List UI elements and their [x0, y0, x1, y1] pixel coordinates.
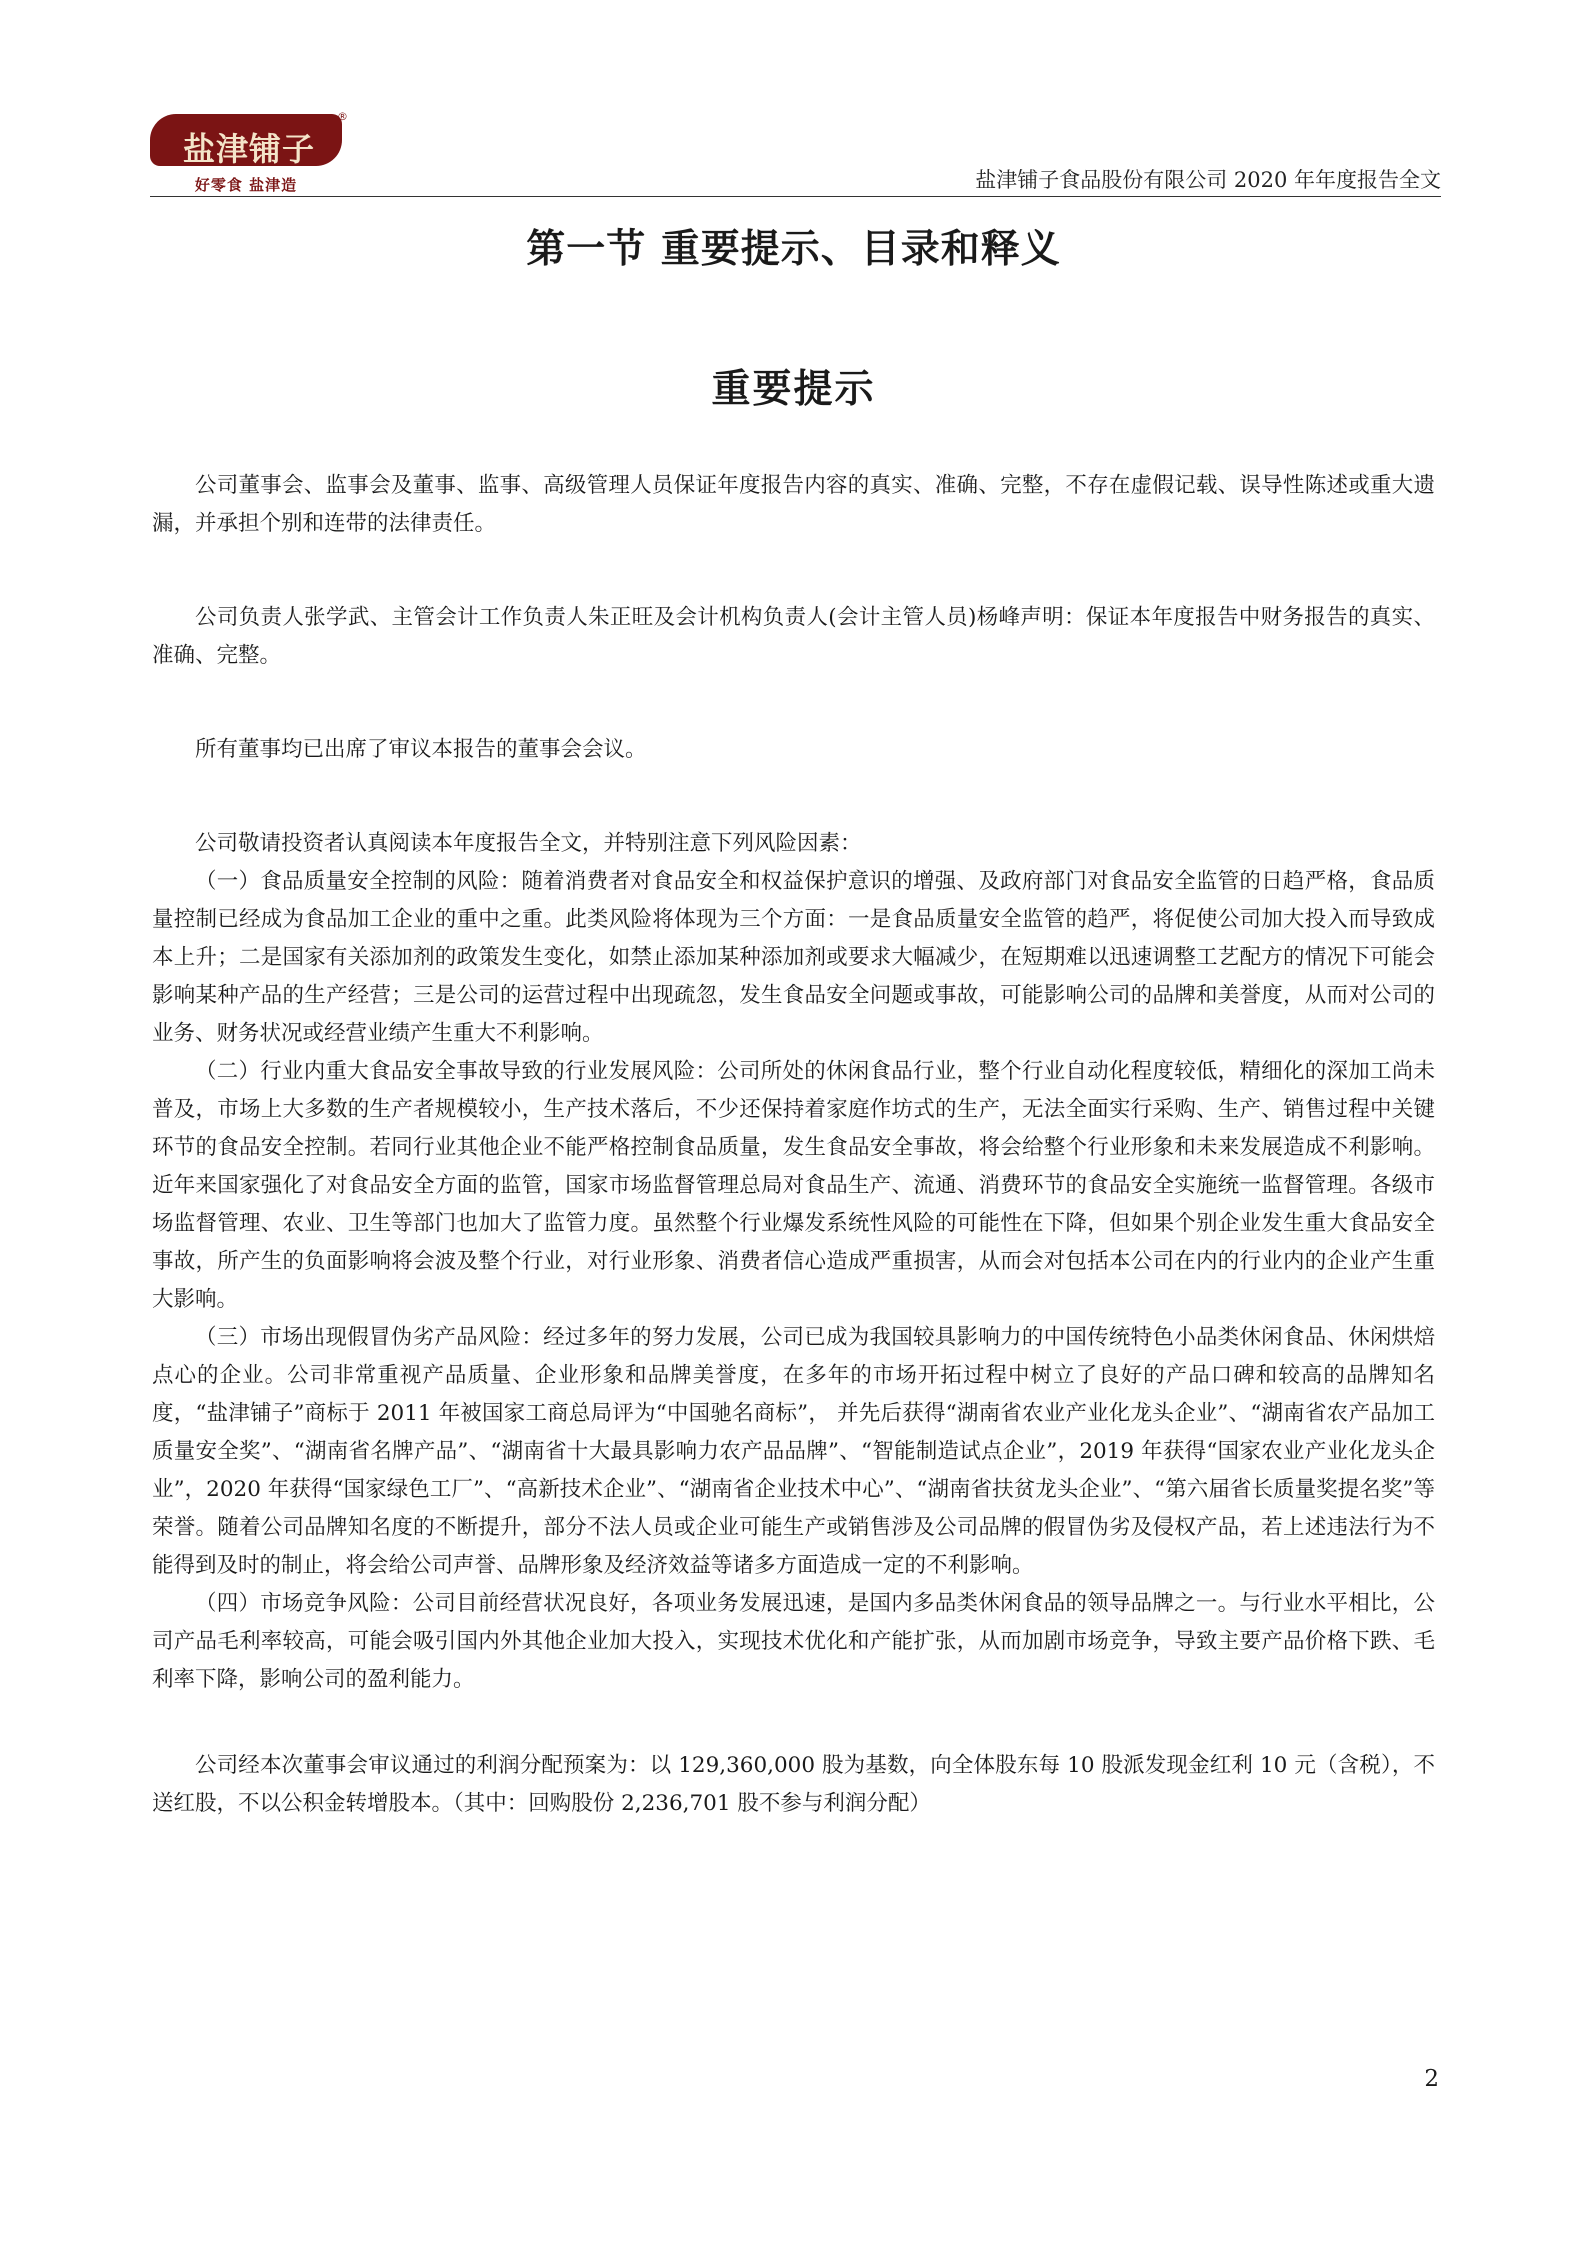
directors-attendance-paragraph: 所有董事均已出席了审议本报告的董事会会议。: [195, 737, 647, 762]
profit-distribution-paragraph: 公司经本次董事会审议通过的利润分配预案为：以 129,360,000 股为基数，向全体股东每 10 股派发现金红利 10 元（含税），不送红股，不以公积金转增股本。（其中：回购股份 2,236,701 股不参与利润分配）: [152, 1753, 1435, 1816]
important-notice-title: 重要提示: [711, 366, 876, 412]
logo-text: 盐津铺子: [182, 130, 315, 168]
risk-item-industry-incident: （二）行业内重大食品安全事故导致的行业发展风险：公司所处的休闲食品行业，整个行业自动化程度较低，精细化的深加工尚未普及，市场上大多数的生产者规模较小，生产技术落后，不少还保持着家庭作坊式的生产，无法全面实行采购、生产、销售过程中关键环节的食品安全控制。若同行业其他企业不能严格控制食品质量，发生食品安全事故，将会给整个行业形象和未来发展造成不利影响。近年来国家强化了对食品安全方面的监管，国家市场监督管理总局对食品生产、流通、消费环节的食品安全实施统一监督管理。各级市场监督管理、农业、卫生等部门也加大了监管力度。虽然整个行业爆发系统性风险的可能性在下降，但如果个别企业发生重大食品安全事故，所产生的负面影响将会波及整个行业，对行业形象、消费者信心造成严重损害，从而会对包括本公司在内的行业内的企业产生重大影响。: [152, 1059, 1435, 1312]
logo-badge: [150, 114, 342, 166]
board-guarantee-paragraph: 公司董事会、监事会及董事、监事、高级管理人员保证年度报告内容的真实、准确、完整，不存在虚假记载、误导性陈述或重大遗漏，并承担个别和连带的法律责任。: [152, 473, 1435, 536]
risk-intro-paragraph: 公司敬请投资者认真阅读本年度报告全文，并特别注意下列风险因素：: [195, 831, 862, 856]
responsible-persons-paragraph: 公司负责人张学武、主管会计工作负责人朱正旺及会计机构负责人(会计主管人员)杨峰声明：保证本年度报告中财务报告的真实、准确、完整。: [152, 605, 1435, 668]
section-title: 第一节 重要提示、目录和释义: [526, 226, 1061, 272]
header-divider: [150, 196, 1441, 197]
report-header-title: 盐津铺子食品股份有限公司 2020 年年度报告全文: [975, 168, 1441, 192]
risk-item-competition: （四）市场竞争风险：公司目前经营状况良好，各项业务发展迅速，是国内多品类休闲食品的领导品牌之一。与行业水平相比，公司产品毛利率较高，可能会吸引国内外其他企业加大投入，实现技术优化和产能扩张，从而加剧市场竞争，导致主要产品价格下跌、毛利率下降，影响公司的盈利能力。: [152, 1591, 1435, 1692]
risk-item-counterfeit: （三）市场出现假冒伪劣产品风险：经过多年的努力发展，公司已成为我国较具影响力的中国传统特色小品类休闲食品、休闲烘焙点心的企业。公司非常重视产品质量、企业形象和品牌美誉度，在多年的市场开拓过程中树立了良好的产品口碑和较高的品牌知名度，“盐津铺子”商标于 2011 年被国家工商总局评为“中国驰名商标”， 并先后获得“湖南省农业产业化龙头企业”、“湖南省农产品加工质量安全奖”、“湖南省名牌产品”、“湖南省十大最具影响力农产品品牌”、“智能制造试点企业”，2019 年获得“国家农业产业化龙头企业”，2020 年获得“国家绿色工厂”、“高新技术企业”、“湖南省企业技术中心”、“湖南省扶贫龙头企业”、“第六届省长质量奖提名奖”等荣誉。随着公司品牌知名度的不断提升，部分不法人员或企业可能生产或销售涉及公司品牌的假冒伪劣及侵权产品，若上述违法行为不能得到及时的制止，将会给公司声誉、品牌形象及经济效益等诸多方面造成一定的不利影响。: [152, 1325, 1435, 1578]
logo-slogan: 好零食 盐津造: [194, 176, 298, 194]
company-logo: [150, 110, 348, 194]
report-body: [152, 467, 1435, 1823]
risk-item-food-safety: （一）食品质量安全控制的风险：随着消费者对食品安全和权益保护意识的增强、及政府部门对食品安全监管的日趋严格，食品质量控制已经成为食品加工企业的重中之重。此类风险将体现为三个方面：一是食品质量安全监管的趋严，将促使公司加大投入而导致成本上升；二是国家有关添加剂的政策发生变化，如禁止添加某种添加剂或要求大幅减少，在短期难以迅速调整工艺配方的情况下可能会影响某种产品的生产经营；三是公司的运营过程中出现疏忽，发生食品安全问题或事故，可能影响公司的品牌和美誉度，从而对公司的业务、财务状况或经营业绩产生重大不利影响。: [152, 869, 1435, 1046]
page-number: 2: [1424, 2066, 1439, 2092]
registered-mark: ®: [337, 110, 348, 123]
